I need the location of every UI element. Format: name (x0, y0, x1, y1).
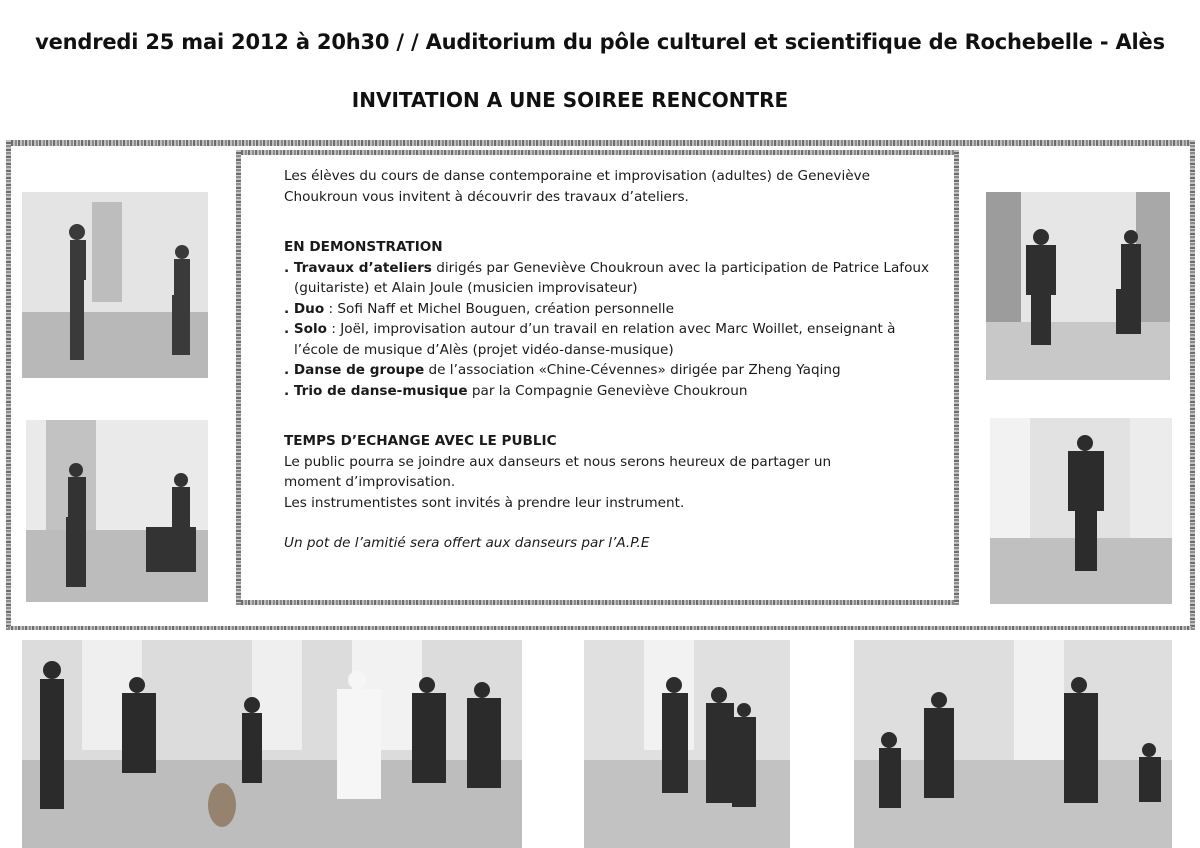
photo-dancers-right-bottom (990, 418, 1172, 604)
closing-note: Un pot de l’amitié sera offert aux danseurs par l’A.P.E (284, 535, 650, 551)
demo-item (284, 299, 934, 320)
exchange-title: TEMPS D’ECHANGE AVEC LE PUBLIC (284, 433, 557, 449)
event-date-location: vendredi 25 mai 2012 à 20h30 / / Auditorium du pôle culturel et scientifique de Rochebelle - Alès (35, 30, 1165, 54)
demo-item-name: . Danse de groupe (284, 362, 425, 378)
demo-item-text: dirigés par Geneviève Choukroun avec la participation de Patrice Lafoux (guitariste) et Alain Joule (musicien improvisateur) (294, 259, 930, 296)
bottom-border (8, 626, 1192, 630)
photo-group-right (854, 640, 1172, 848)
photo-duo-dancers-left-bottom (26, 420, 208, 602)
demo-item (284, 381, 934, 402)
exchange-line-1: Le public pourra se joindre aux danseurs et nous serons heureux de partager un (284, 453, 832, 470)
demo-item-name: . Trio de danse-musique (284, 382, 468, 399)
demo-item-text: par la Compagnie Geneviève Choukroun (467, 382, 748, 399)
left-border (6, 140, 11, 630)
demo-item-text: : Joël, improvisation autour d’un travail en relation avec Marc Woillet, enseignant à l’école de musique d’Alès (projet vidéo-danse-musique) (294, 321, 896, 358)
photo-group-center (584, 640, 790, 848)
demo-item (284, 360, 934, 381)
top-border (8, 140, 1192, 146)
demonstration-title: EN DEMONSTRATION (284, 239, 443, 255)
exchange-line-2: moment d’improvisation. (284, 474, 456, 490)
demo-item-name: . Duo (284, 300, 325, 317)
photo-group-improvisation (22, 640, 522, 848)
demo-item-name: . Travaux d’ateliers (284, 259, 432, 276)
photo-duo-dancers-left-top (22, 192, 208, 378)
invitation-title: INVITATION A UNE SOIREE RENCONTRE (351, 88, 789, 112)
right-border (1190, 140, 1195, 630)
exchange-line-3: Les instrumentistes sont invités à prendre leur instrument. (284, 494, 685, 511)
demo-item-text: de l’association «Chine-Cévennes» dirigée par Zheng Yaqing (424, 362, 841, 378)
intro-line-1: Les élèves du cours de danse contemporaine et improvisation (adultes) de Geneviève (284, 168, 871, 184)
panel-content (284, 166, 934, 554)
demo-item (284, 319, 934, 360)
photo-dancers-right-top (986, 192, 1170, 380)
demo-item-text: : Sofi Naff et Michel Bouguen, création personnelle (324, 300, 674, 317)
intro-line-2: Choukroun vous invitent à découvrir des travaux d’ateliers. (284, 188, 689, 205)
demo-item-name: . Solo (284, 321, 328, 337)
demo-item (284, 258, 934, 299)
